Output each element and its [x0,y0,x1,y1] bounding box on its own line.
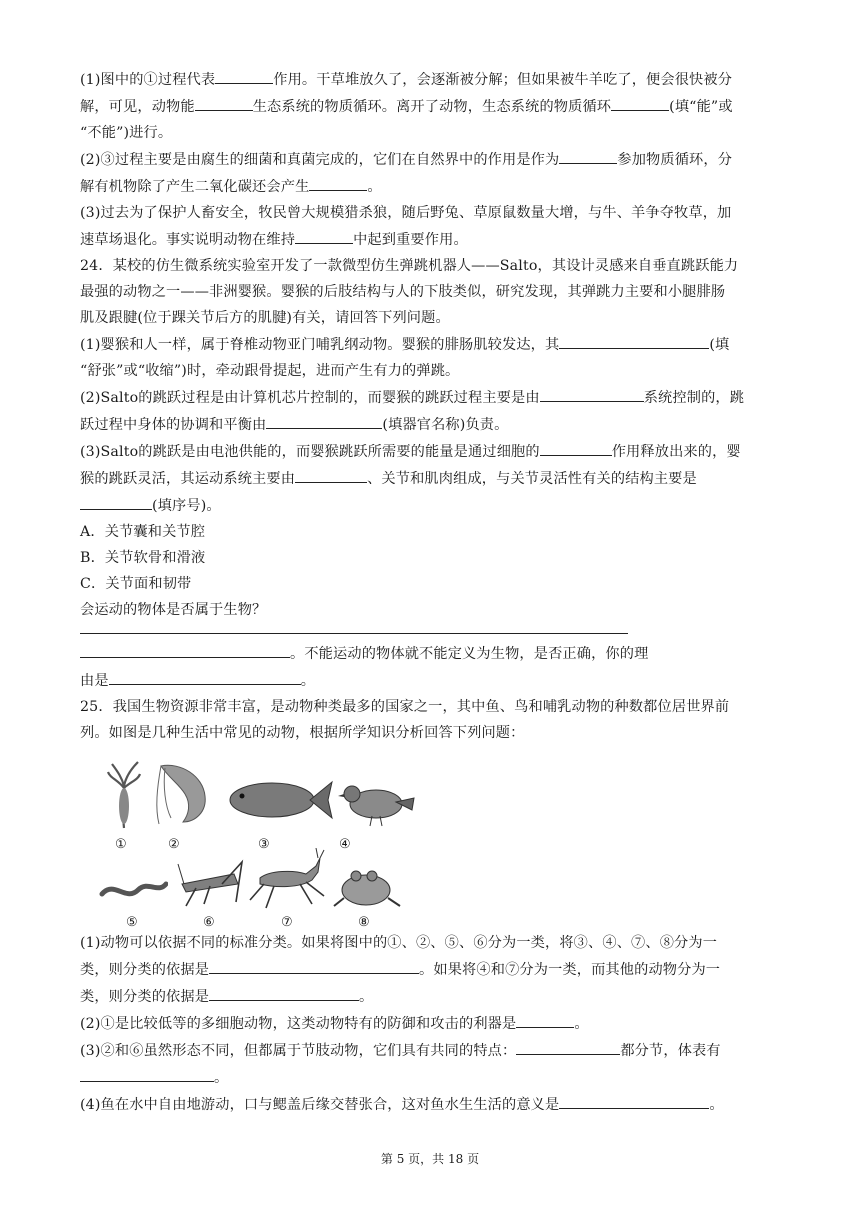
label-4: ④ [339,837,351,852]
q23-part3-line1: (3)过去为了保护人畜安全，牧民曾大规模猎杀狼，随后野兔、草原鼠数量大增，与牛、羊争夺牧草，加 [80,205,732,221]
text: 。不能运动的物体就不能定义为生物，是否正确，你的理 [290,646,649,662]
q24-part3-line2 [80,465,770,492]
q23-part2-line2 [80,173,770,200]
answer-blank[interactable] [209,956,419,974]
option-b: B．关节软骨和滑液 [80,550,206,566]
antelope-icon [246,848,326,910]
page-footer: 第 5 页，共 18 页 [380,1152,480,1166]
text: 由是 [80,673,109,689]
answer-blank[interactable] [195,93,253,111]
q24-intro-line2: 最强的动物之一——非洲婴猴。婴猴的后肢结构与人的下肢类似，研究发现，其弹跳力主要和小腿腓肠 [80,284,726,300]
q23-part1-line2 [80,93,770,120]
answer-blank[interactable] [80,492,152,510]
text: 作用释放出来的，婴 [611,444,741,460]
q25-intro-line1: 25．我国生物资源非常丰富，是动物种类最多的国家之一，其中鱼、鸟和哺乳动物的种数都位居世界前 [80,699,730,715]
answer-blank[interactable] [611,93,669,111]
q25-part1-line3 [80,983,770,1010]
q24-part3-line1 [80,438,770,465]
hydra-icon [106,758,142,830]
q24-part2-line1 [80,384,770,411]
q25-intro-line2: 列。如图是几种生活中常见的动物，根据所学知识分析回答下列问题： [80,725,525,741]
fish-icon [224,774,334,826]
q24-part4-line3 [80,667,770,694]
earthworm-icon [98,874,168,906]
text: 。 [300,673,316,689]
answer-blank[interactable] [516,1037,620,1055]
answer-blank[interactable] [295,226,353,244]
text: 系统控制的，跳 [643,390,745,406]
answer-line[interactable] [80,623,628,634]
q24-part2-line2 [80,411,770,438]
text: 作用。干草堆放久了，会逐渐被分解；但如果被牛羊吃了，便会很快被分 [273,72,733,88]
text: (2)①是比较低等的多细胞动物，这类动物特有的防御和攻击的利器是 [80,1016,517,1032]
grasshopper-icon [176,858,246,910]
text: 类，则分类的依据是 [80,962,210,978]
q24-intro-line1: 24．某校的仿生微系统实验室开发了一款微型仿生弹跳机器人——Salto，其设计灵感来自垂直跳跃能力 [80,258,739,274]
answer-blank[interactable] [80,640,290,658]
q25-part2 [80,1010,770,1037]
text: (3)②和⑥虽然形态不同，但都属于节肢动物，它们具有共同的特点： [80,1043,517,1059]
text: 速草场退化。事实说明动物在维持 [80,232,296,248]
q23-part1-line1 [80,66,770,93]
text: 都分节，体表有 [620,1043,721,1059]
text: (3)Salto的跳跃是由电池供能的，而婴猴跳跃所需要的能量是通过细胞的 [80,444,540,460]
label-2: ② [168,837,180,852]
text: 解，可见，动物能 [80,99,195,115]
text: (2)Salto的跳跃过程是由计算机芯片控制的，而婴猴的跳跃过程主要是由 [80,390,540,406]
text: 参加物质循环，分 [617,152,733,168]
answer-blank[interactable] [215,66,273,84]
answer-blank[interactable] [516,1010,574,1028]
answer-blank[interactable] [209,983,359,1001]
q25-part1-line1: (1)动物可以依据不同的标准分类。如果将图中的①、②、⑤、⑥分为一类，将③、④、⑦、⑧分为一 [80,935,718,951]
text: (填 [709,337,730,353]
answer-blank[interactable] [540,384,644,402]
answer-blank[interactable] [295,465,367,483]
q23-part1-line3: “不能”)进行。 [80,125,173,141]
answer-blank[interactable] [540,438,612,456]
text: 。 [709,1097,724,1113]
answer-blank[interactable] [309,173,367,191]
text: (1)婴猴和人一样，属于脊椎动物亚门哺乳纲动物。婴猴的腓肠肌较发达，其 [80,337,560,353]
q24-part3-line3 [80,492,770,519]
label-1: ① [115,837,127,852]
text: 类，则分类的依据是 [80,989,210,1005]
q24-intro-line3: 肌及跟腱(位于踝关节后方的肌腱)有关，请回答下列问题。 [80,310,450,326]
answer-blank[interactable] [266,411,382,429]
text: 。 [574,1016,589,1032]
text: (填序号)。 [152,498,221,514]
text: (填“能”或 [669,99,733,115]
answer-blank[interactable] [80,1064,214,1082]
q23-part3-line2 [80,226,770,253]
text: 跃过程中身体的协调和平衡由 [80,417,267,433]
pigeon-icon [336,776,416,828]
label-3: ③ [258,837,270,852]
q25-part4 [80,1091,770,1118]
text: 。 [367,179,382,195]
answer-blank[interactable] [559,331,709,349]
text: (4)鱼在水中自由地游动，口与鳃盖后缘交替张合，这对鱼水生生活的意义是 [80,1097,560,1113]
label-8: ⑧ [358,915,370,930]
text: 中起到重要作用。 [353,232,468,248]
text: (2)③过程主要是由腐生的细菌和真菌完成的，它们在自然界中的作用是作为 [80,152,560,168]
label-6: ⑥ [203,915,215,930]
q25-part1-line2 [80,956,770,983]
option-a: A．关节囊和关节腔 [80,524,206,540]
q25-part3-line1 [80,1037,770,1064]
answer-blank[interactable] [559,146,617,164]
text: (填器官名称)负责。 [382,417,509,433]
q25-part3-line2 [80,1064,770,1091]
answer-blank[interactable] [559,1091,709,1109]
answer-blank[interactable] [109,667,301,685]
text: 解有机物除了产生二氧化碳还会产生 [80,179,310,195]
animals-figure [96,756,516,930]
text: (1)图中的①过程代表 [80,72,216,88]
frog-icon [332,864,402,910]
shrimp-icon [151,758,215,830]
q24-part4-question: 会运动的物体是否属于生物？ [80,602,267,618]
text: 。 [214,1070,229,1086]
text: 猴的跳跃灵活，其运动系统主要由 [80,471,296,487]
text: 。如果将④和⑦分为一类，而其他的动物分为一 [419,962,721,978]
q23-part2-line1 [80,146,770,173]
q24-part1-line1 [80,331,770,358]
label-7: ⑦ [281,915,293,930]
label-5: ⑤ [126,915,138,930]
text: 生态系统的物质循环。离开了动物，生态系统的物质循环 [252,99,612,115]
q24-part4-line2 [80,640,770,667]
q24-part1-line2: “舒张”或“收缩”)时，牵动跟骨提起，进而产生有力的弹跳。 [80,363,460,379]
text: 。 [359,989,374,1005]
option-c: C．关节面和韧带 [80,576,192,592]
text: 、关节和肌肉组成，与关节灵活性有关的结构主要是 [367,471,697,487]
page-content [80,66,770,1118]
